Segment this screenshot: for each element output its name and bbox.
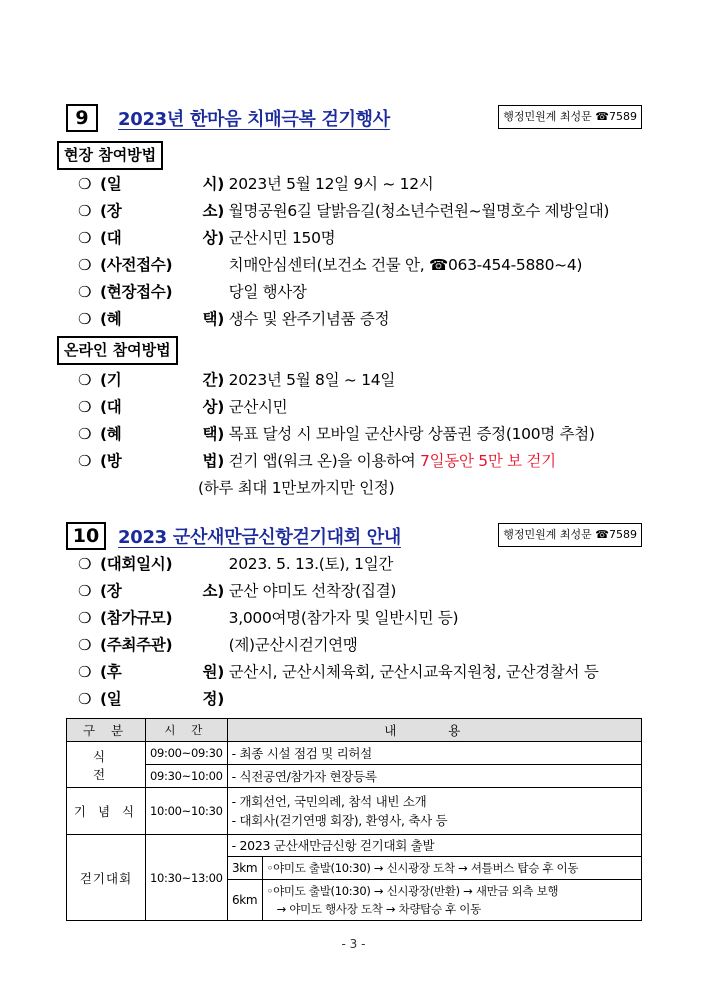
highlight-value: 7일동안 5만 보 걷기 [420, 452, 556, 470]
field-label: (혜 택) [100, 310, 224, 328]
content-cell: - 식전공연/참가자 현장등록 [227, 765, 641, 788]
bullet-icon: ❍ [78, 175, 92, 193]
info-line [78, 253, 582, 278]
content-cell [227, 788, 641, 835]
field-label: (대회일시) [100, 555, 173, 573]
onsite-heading: 현장 참여방법 [57, 141, 163, 170]
field-value: 2023년 5월 12일 9시 ~ 12시 [228, 175, 434, 193]
bullet-icon: ❍ [78, 310, 92, 328]
route-row [228, 880, 641, 921]
field-value: 당일 행사장 [228, 283, 307, 301]
section-title: 2023년 한마음 치매극복 걷기행사 [118, 109, 390, 130]
field-label: (일 정) [100, 690, 224, 708]
content-line: - 대회사(걷기연맹 회장), 환영사, 축사 등 [231, 813, 448, 828]
field-value: 월명공원6길 달밝음길(청소년수련원~월명호수 제방일대) [228, 202, 610, 220]
info-line [78, 633, 358, 658]
info-line [78, 552, 393, 577]
info-line [78, 368, 395, 393]
bullet-icon: ❍ [78, 636, 92, 654]
distance-cell: 3km [228, 857, 263, 880]
field-value: 생수 및 완주기념품 증정 [228, 310, 390, 328]
route-line: ◦야미도 출발(10:30) → 신시광장(반환) → 새만금 외측 보행 [266, 884, 559, 898]
field-label: (사전접수) [100, 256, 173, 274]
bullet-icon: ❍ [78, 256, 92, 274]
schedule-table [66, 718, 642, 921]
bullet-icon: ❍ [78, 663, 92, 681]
bullet-icon: ❍ [78, 582, 92, 600]
table-header: 내 용 [227, 719, 641, 742]
field-value: 3,000여명(참가자 및 일반시민 등) [228, 609, 459, 627]
category-cell: 걷기대회 [67, 835, 146, 921]
field-value: 군산시민 150명 [228, 229, 336, 247]
info-line [78, 226, 335, 251]
info-line [78, 660, 599, 685]
contact-box [498, 105, 642, 129]
info-line [78, 199, 609, 224]
content-line: - 개회선언, 국민의례, 참석 내빈 소개 [231, 794, 427, 809]
field-label: (주최주관) [100, 636, 173, 654]
field-value: (제)군산시걷기연맹 [228, 636, 358, 654]
section-9-header [66, 104, 642, 130]
bullet-icon: ❍ [78, 555, 92, 573]
table-row [67, 788, 642, 835]
info-line [78, 280, 307, 305]
table-row [67, 765, 642, 788]
table-row [67, 742, 642, 765]
info-line [78, 687, 224, 712]
field-value: 걷기 앱(워크 온)을 이용하여 [228, 452, 421, 470]
info-line [78, 172, 433, 197]
info-line [78, 422, 595, 447]
bullet-icon: ❍ [78, 609, 92, 627]
page-number: - 3 - [341, 937, 366, 951]
route-row [228, 857, 641, 880]
route-table [228, 857, 641, 920]
field-label: (후 원) [100, 663, 224, 681]
content-line: - 2023 군산새만금신항 걷기대회 출발 [228, 835, 641, 857]
section-number: 9 [66, 104, 98, 132]
section-10-header [66, 522, 642, 548]
info-line [78, 579, 396, 604]
field-label: (기 간) [100, 371, 224, 389]
field-value: 2023년 5월 8일 ~ 14일 [228, 371, 396, 389]
field-value: 2023. 5. 13.(토), 1일간 [228, 555, 394, 573]
bullet-icon: ❍ [78, 283, 92, 301]
time-cell: 10:30~13:00 [146, 835, 228, 921]
field-label: (대 상) [100, 398, 224, 416]
field-label: (일 시) [100, 175, 224, 193]
table-row [67, 835, 642, 921]
info-line [78, 449, 556, 474]
bullet-icon: ❍ [78, 690, 92, 708]
content-cell [227, 835, 641, 921]
bullet-icon: ❍ [78, 425, 92, 443]
field-value: 치매안심센터(보건소 건물 안, ☎063-454-5880~4) [228, 256, 583, 274]
info-line-continuation: (하루 최대 1만보까지만 인정) [198, 479, 395, 497]
field-value: 목표 달성 시 모바일 군산사랑 상품권 증정(100명 추첨) [228, 425, 595, 443]
time-cell: 09:00~09:30 [146, 742, 228, 765]
field-label: (장 소) [100, 582, 224, 600]
field-label: (장 소) [100, 202, 224, 220]
info-line [78, 307, 389, 332]
section-title: 2023 군산새만금신항걷기대회 안내 [118, 527, 401, 548]
bullet-icon: ❍ [78, 398, 92, 416]
table-header: 시 간 [146, 719, 228, 742]
info-line [78, 606, 458, 631]
contact-text: 행정민원계 최성문 ☎7589 [503, 110, 637, 123]
section-number: 10 [66, 522, 106, 550]
info-line [78, 395, 287, 420]
field-value: 군산시민 [228, 398, 288, 416]
field-label: (현장접수) [100, 283, 173, 301]
field-label: (혜 택) [100, 425, 224, 443]
field-value: 군산시, 군산시체육회, 군산시교육지원청, 군산경찰서 등 [228, 663, 599, 681]
bullet-icon: ❍ [78, 202, 92, 220]
field-value: 군산 야미도 선착장(집결) [228, 582, 397, 600]
route-cell [262, 880, 641, 921]
time-cell: 10:00~10:30 [146, 788, 228, 835]
route-cell: ◦야미도 출발(10:30) → 신시광장 도착 → 셔틀버스 탑승 후 이동 [262, 857, 641, 880]
distance-cell: 6km [228, 880, 263, 921]
field-label: (방 법) [100, 452, 224, 470]
bullet-icon: ❍ [78, 452, 92, 470]
field-label: (대 상) [100, 229, 224, 247]
time-cell: 09:30~10:00 [146, 765, 228, 788]
table-header: 구 분 [67, 719, 146, 742]
category-cell: 식 전 [67, 742, 146, 788]
category-cell: 기 념 식 [67, 788, 146, 835]
contact-text: 행정민원계 최성문 ☎7589 [503, 528, 637, 541]
route-line: → 야미도 행사장 도착 → 차량탑승 후 이동 [276, 902, 481, 916]
bullet-icon: ❍ [78, 229, 92, 247]
online-heading: 온라인 참여방법 [57, 336, 178, 365]
content-cell: - 최종 시설 점검 및 리허설 [227, 742, 641, 765]
field-label: (참가규모) [100, 609, 173, 627]
contact-box [498, 523, 642, 547]
bullet-icon: ❍ [78, 371, 92, 389]
